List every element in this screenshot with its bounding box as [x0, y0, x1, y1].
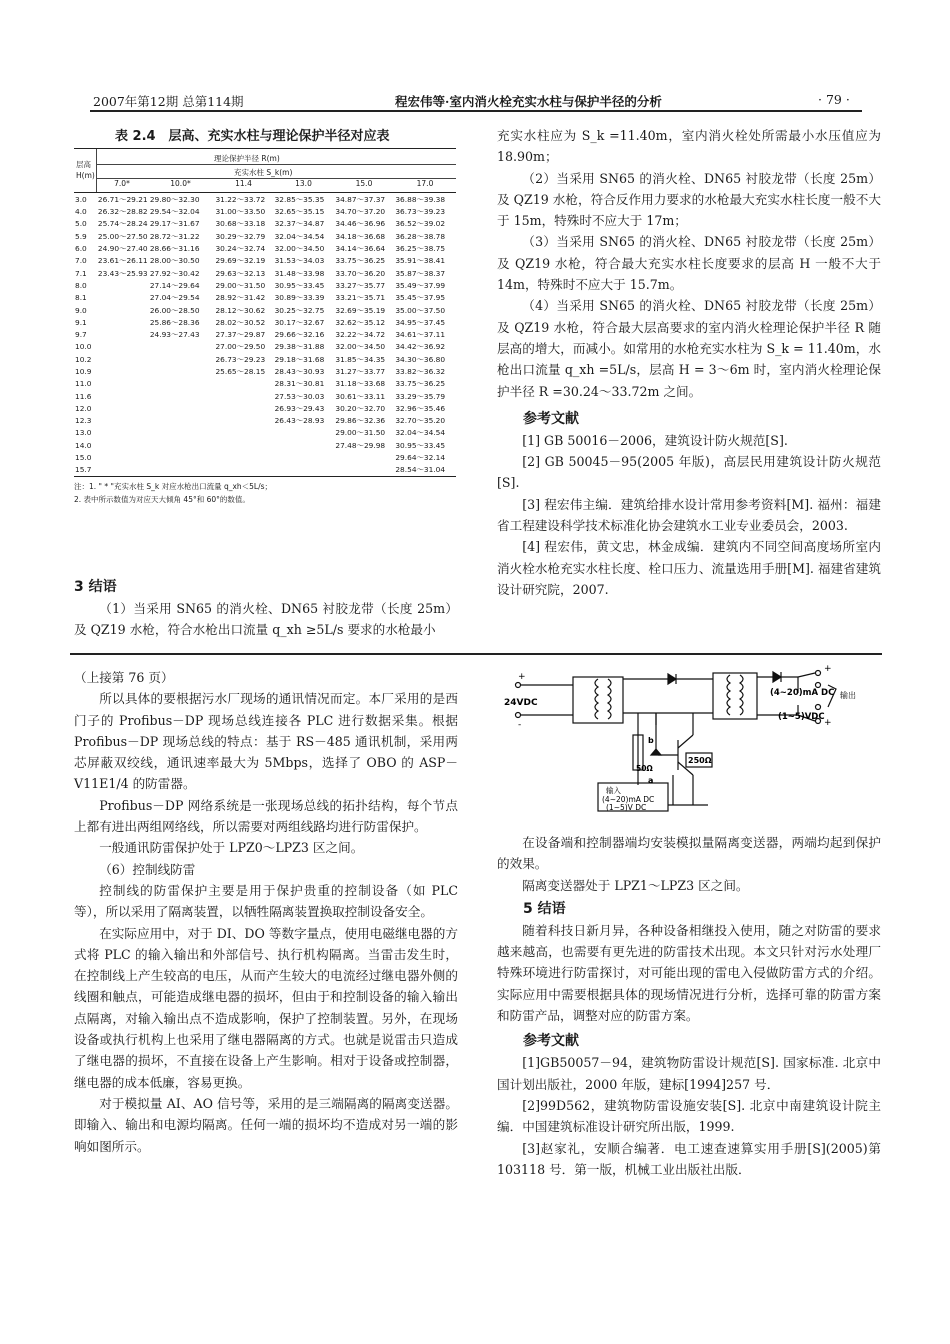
table-cell: 32.04～34.54 — [395, 428, 446, 438]
node-a-label: a — [648, 776, 654, 785]
table-row — [74, 353, 456, 365]
table-cell: 29.38～31.88 — [274, 342, 325, 352]
table-cell: 33.75～36.25 — [335, 256, 386, 266]
table-cell: 29.64～32.14 — [395, 453, 446, 463]
table-cell: 26.43～28.93 — [274, 416, 325, 426]
table-row — [74, 292, 456, 304]
table-cell — [149, 439, 215, 451]
sub-header: 充实水柱 S_k(m) — [234, 168, 293, 178]
table-cell — [97, 390, 149, 402]
reference-item: [1]GB50057－94，建筑物防雷设计规范[S]. 国家标准. 北京中国计划出版社，2000 年版，建标[1994]257 号． — [497, 1055, 881, 1092]
table-cell: 29.54～32.04 — [149, 207, 200, 217]
table-cell — [274, 439, 335, 451]
input-title: 输入 — [606, 786, 621, 795]
table-cell: 30.17～32.67 — [274, 317, 325, 327]
row-height-cell: 11.0 — [75, 379, 92, 389]
table-row — [74, 415, 456, 427]
table-cell: 33.82～36.32 — [395, 366, 446, 376]
table-caption: 表 2.4 层高、充实水柱与理论保护半径对应表 — [115, 129, 390, 144]
table-cell: 33.75～36.25 — [395, 379, 446, 389]
table-row — [74, 255, 456, 267]
reference-item: [3] 程宏伟主编．建筑给排水设计常用参考资料[M]. 福州：福建省工程建设科学技术标准化协会建筑水工业专业委员会，2003. — [497, 496, 881, 534]
table-cell: 30.68～33.18 — [215, 219, 266, 229]
table-cell: 30.24～32.74 — [215, 244, 266, 254]
column-header: 7.0* — [114, 179, 130, 189]
table-cell: 30.20～32.70 — [335, 403, 386, 413]
body-paragraph: 对于模拟量 AI、AO 信号等，采用的是三端隔离的隔离变送器。即输入、输出和电源均隔离。任何一端的损坏均不造成对另一端的影响如图所示。 — [74, 1095, 458, 1154]
table-cell: 28.92～31.42 — [215, 293, 266, 303]
output-current-plus: + — [824, 665, 832, 674]
table-cell: 29.63～32.13 — [215, 268, 266, 278]
column-header: 13.0 — [295, 179, 312, 189]
table-cell — [149, 390, 215, 402]
table-cell: 26.00～28.50 — [149, 305, 200, 315]
table-cell — [149, 341, 215, 353]
section-heading-conclusion-5: 5 结语 — [523, 900, 566, 917]
column-header: 10.0* — [170, 179, 191, 189]
body-paragraph: 所以具体的要根据污水厂现场的通讯情况而定。本厂采用的是西门子的 Profibus－DP 现场总线连接各 PLC 进行数据采集。根据 Profibus－DP 现场总线的特点：基于 RS－485 通讯机制，采用两芯屏蔽双绞线，通讯速率最大为 5Mbps，选择了 OBO 的 ASP－V11E1/4 的防雷器。 — [74, 691, 458, 792]
table-cell: 34.18～36.68 — [335, 231, 386, 241]
reference-item: [2]99D562，建筑物防雷设施安装[S]. 北京中南建筑设计院主编．中国建筑标准设计研究所出版，1999. — [497, 1097, 881, 1135]
table-cell: 24.90～27.40 — [97, 244, 148, 254]
table-cell — [214, 390, 273, 402]
table-bottom-rule — [74, 476, 456, 477]
page-number: · 79 · — [818, 92, 850, 107]
table-cell: 26.71～29.21 — [97, 194, 148, 204]
table-row — [74, 464, 456, 476]
table-row — [74, 267, 456, 279]
table-cell: 36.52～39.02 — [395, 219, 446, 229]
row-height-cell: 7.0 — [75, 256, 87, 266]
group-header: 理论保护半径 R(m) — [214, 154, 280, 164]
supply-label: 24VDC — [504, 698, 538, 708]
table-cell: 27.48～29.98 — [335, 440, 386, 450]
table-cell: 32.96～35.46 — [395, 403, 446, 413]
table-row — [74, 279, 456, 291]
column-header: 11.4 — [235, 179, 252, 189]
table-cell: 31.22～33.72 — [215, 194, 266, 204]
row-height-cell: 10.2 — [75, 354, 92, 364]
table-cell: 30.25～32.75 — [274, 305, 325, 315]
table-cell: 32.65～35.15 — [274, 207, 325, 217]
table-cell — [97, 279, 149, 291]
row-height-cell: 4.0 — [75, 207, 87, 217]
table-cell: 34.61～37.11 — [395, 330, 446, 340]
table-cell: 27.14～29.64 — [149, 280, 200, 290]
row-height-cell: 9.7 — [75, 330, 87, 340]
references-heading: 参考文献 — [523, 1033, 579, 1050]
conclusion-paragraph-2: （2）当采用 SN65 的消火栓、DN65 衬胶龙带（长度 25m）及 QZ19 水枪，符合反作用力要求的水枪最大充实水柱长度一般不大于 15m，特殊时不应大于 17m； — [497, 170, 881, 229]
table-cell: 28.54～31.04 — [395, 465, 446, 475]
table-cell — [274, 464, 335, 476]
output-voltage-label: (1~5)VDC — [778, 712, 825, 722]
table-cell: 25.86～28.36 — [149, 317, 200, 327]
table-cell: 27.37～29.87 — [215, 330, 266, 340]
table-cell: 32.85～35.35 — [274, 194, 325, 204]
table-cell — [97, 464, 149, 476]
table-cell — [214, 378, 273, 390]
column-header: 15.0 — [355, 179, 373, 189]
table-row — [74, 365, 456, 377]
table-cell — [214, 415, 273, 427]
table-cell: 27.04～29.54 — [149, 293, 200, 303]
table-cell — [149, 365, 215, 377]
table-cell: 29.80～32.30 — [149, 194, 200, 204]
table-cell — [97, 316, 149, 328]
table-cell — [214, 439, 273, 451]
continued-note: （上接第 76 页） — [74, 670, 174, 685]
table-cell: 23.43～25.93 — [97, 268, 148, 278]
table-cell: 36.25～38.75 — [395, 244, 446, 254]
table-cell: 31.85～34.35 — [335, 354, 386, 364]
isolation-transmitter-circuit-figure — [498, 665, 878, 825]
table-cell — [97, 304, 149, 316]
running-header-issue: 2007年第12期 总第114期 — [93, 94, 244, 109]
table-cell — [149, 378, 215, 390]
data-table — [74, 193, 456, 476]
table-cell: 34.95～37.45 — [395, 317, 446, 327]
row-height-cell: 9.0 — [75, 305, 87, 315]
table-cell: 32.00～34.50 — [274, 244, 325, 254]
table-cell: 33.21～35.71 — [335, 293, 386, 303]
reference-item: [4] 程宏伟，黄文忠，林金成编．建筑内不同空间高度场所室内消火栓水枪充实水柱长度、栓口压力、流量选用手册[M]. 福建省建筑设计研究院，2007. — [497, 539, 881, 597]
table-cell: 33.27～35.77 — [335, 280, 386, 290]
table-cell: 32.00～34.50 — [335, 342, 386, 352]
row-height-cell: 15.0 — [75, 453, 92, 463]
row-height-cell: 10.0 — [75, 342, 92, 352]
table-cell: 28.02～30.52 — [215, 317, 266, 327]
table-cell: 32.62～35.12 — [335, 317, 386, 327]
table-cell: 34.46～36.96 — [335, 219, 386, 229]
row-height-cell: 11.6 — [75, 391, 92, 401]
table-cell: 32.04～34.54 — [274, 231, 325, 241]
row-height-cell: 13.0 — [75, 428, 92, 438]
body-paragraph: 一般通讯防雷保护处于 LPZ0～LPZ3 区之间。 — [99, 840, 364, 856]
node-b-label: b — [648, 736, 654, 745]
table-cell: 34.14～36.64 — [335, 244, 386, 254]
table-cell: 31.00～33.50 — [215, 207, 266, 217]
table-row — [74, 193, 456, 205]
table-row — [74, 341, 456, 353]
table-cell — [97, 328, 149, 340]
table-cell: 36.88～39.38 — [395, 194, 446, 204]
data-table-wrap — [74, 148, 456, 506]
table-row — [74, 218, 456, 230]
table-cell — [274, 451, 335, 463]
table-row — [74, 427, 456, 439]
row-height-cell: 7.1 — [75, 268, 87, 278]
table-cell — [97, 378, 149, 390]
table-cell: 35.00～37.50 — [395, 305, 446, 315]
table-row — [74, 439, 456, 451]
row-height-cell: 12.3 — [75, 416, 92, 426]
table-cell — [274, 427, 335, 439]
table-cell: 28.43～30.93 — [274, 366, 325, 376]
table-cell: 26.73～29.23 — [215, 354, 266, 364]
output-current-label: (4~20)mA DC — [770, 688, 835, 698]
table-cell: 23.61～26.11 — [97, 256, 148, 266]
input-voltage: (1~5)V DC — [606, 803, 647, 812]
row-height-cell: 10.9 — [75, 366, 92, 376]
table-row — [74, 402, 456, 414]
table-row — [74, 242, 456, 254]
table-cell: 32.22～34.72 — [335, 330, 386, 340]
body-paragraph: 在设备端和控制器端均安装模拟量隔离变送器，两端均起到保护的效果。 — [497, 835, 881, 872]
table-cell — [149, 353, 215, 365]
table-cell: 35.45～37.95 — [395, 293, 446, 303]
table-cell — [97, 439, 149, 451]
table-cell — [97, 402, 149, 414]
table-cell: 28.72～31.22 — [149, 231, 200, 241]
row-header-top: 层高 — [76, 160, 91, 170]
table-cell: 29.00～31.50 — [335, 428, 386, 438]
table-cell — [214, 451, 273, 463]
row-height-cell: 15.7 — [75, 465, 92, 475]
row-height-cell: 5.0 — [75, 219, 87, 229]
table-row — [74, 205, 456, 217]
references-heading: 参考文献 — [523, 410, 579, 427]
row-height-cell: 14.0 — [75, 440, 92, 450]
table-cell: 34.30～36.80 — [395, 354, 446, 364]
table-cell — [214, 402, 273, 414]
table-cell — [97, 292, 149, 304]
table-cell: 36.73～39.23 — [395, 207, 446, 217]
conclusion-paragraph-1: （1）当采用 SN65 的消火栓、DN65 衬胶龙带（长度 25m）及 QZ19 水枪，符合水枪出口流量 q_xh ≥5L/s 要求的水枪最小 — [74, 601, 458, 638]
running-header-title: 程宏伟等·室内消火栓充实水柱与保护半径的分析 — [395, 94, 662, 109]
body-paragraph: 随着科技日新月异，各种设备相继投入使用，随之对防雷的要求越来越高，也需要有更先进的防雷技术出现。本文只针对污水处理厂特殊环境进行防雷探讨，对可能出现的雷电入侵做防雷方式的介绍。实际应用中需要根据具体的现场情况进行分析，选择可靠的防雷方案和防雷产品，调整对应的防雷方案。 — [497, 922, 881, 1024]
table-cell: 34.87～37.37 — [335, 194, 386, 204]
table-cell: 28.31～30.81 — [274, 379, 325, 389]
table-cell: 25.65～28.15 — [215, 366, 266, 376]
table-cell — [214, 464, 273, 476]
table-cell: 29.86～32.36 — [335, 416, 386, 426]
conclusion-paragraph-1-cont: 充实水柱应为 S_k =11.40m，室内消火栓处所需最小水压值应为 18.90m； — [497, 128, 881, 165]
table-row — [74, 451, 456, 463]
table-row — [74, 230, 456, 242]
conclusion-paragraph-4: （4）当采用 SN65 的消火栓、DN65 衬胶龙带（长度 25m）及 QZ19 水枪，符合最大层高要求的室内消火栓理论保护半径 R 随层高的增大，而减小。如常用的水枪充实水柱为 S_k = 11.40m，水枪出口流量 q_xh =5L/s，层高 H = 3～6m 时，室内消火栓理论保护半径 R =30.24～33.72m 之间。 — [497, 298, 881, 399]
body-paragraph: 控制线的防雷保护主要是用于保护贵重的控制设备（如 PLC 等），所以采用了隔离装置，以牺牲隔离装置换取控制设备安全。 — [74, 882, 458, 920]
body-paragraph: 隔离变送器处于 LPZ1～LPZ3 区之间。 — [522, 877, 749, 893]
section-heading-conclusion: 3 结语 — [74, 579, 117, 595]
row-height-cell: 6.0 — [75, 244, 87, 254]
table-cell: 31.48～33.98 — [274, 268, 325, 278]
table-cell — [97, 427, 149, 439]
row-height-cell: 9.1 — [75, 317, 87, 327]
table-cell: 30.89～33.39 — [274, 293, 325, 303]
table-cell: 32.70～35.20 — [395, 416, 446, 426]
table-cell — [97, 451, 149, 463]
table-cell: 28.00～30.50 — [149, 256, 200, 266]
table-cell — [97, 415, 149, 427]
table-cell: 30.95～33.45 — [274, 280, 325, 290]
table-cell — [149, 427, 215, 439]
row-height-cell: 8.0 — [75, 280, 87, 290]
table-cell: 33.29～35.79 — [395, 391, 446, 401]
table-cell: 29.18～31.68 — [274, 354, 325, 364]
upper-left-column — [74, 576, 458, 641]
body-paragraph: Profibus－DP 网络系统是一张现场总线的拓扑结构，每个节点上都有进出两组网络线，所以需要对两组线路均进行防雷保护。 — [74, 797, 458, 835]
conclusion-paragraph-3: （3）当采用 SN65 的消火栓、DN65 衬胶龙带（长度 25m）及 QZ19 水枪，符合最大充实水柱长度要求的层高 H 一般不大于 14m，特殊时不应大于 15.7m。 — [497, 234, 881, 293]
table-cell — [149, 464, 215, 476]
table-cell — [149, 402, 215, 414]
table-cell: 30.29～32.79 — [215, 231, 266, 241]
table-cell — [334, 464, 394, 476]
resistor-50-label: 50Ω — [636, 764, 653, 773]
table-note-2: 2. 表中所示数值为对应天大倾角 45°和 60°的数值。 — [74, 495, 250, 505]
row-height-cell: 5.9 — [75, 231, 87, 241]
lower-left-column — [74, 667, 458, 1157]
table-cell: 27.53～30.03 — [274, 391, 325, 401]
table-cell: 31.18～33.68 — [335, 379, 386, 389]
reference-item: [3]赵家礼，安顺合编著．电工速查速算实用手册[S](2005)第 103118 号．第一版，机械工业出版社出版． — [497, 1140, 881, 1177]
lower-right-column — [497, 832, 881, 1180]
table-cell: 27.00～29.50 — [215, 342, 266, 352]
table-cell: 36.28～38.78 — [395, 231, 446, 241]
table-cell: 31.27～33.77 — [335, 366, 386, 376]
table-cell — [334, 451, 394, 463]
table-row — [74, 390, 456, 402]
table-row — [74, 304, 456, 316]
table-cell: 30.61～33.11 — [335, 391, 386, 401]
resistor-250-label: 250Ω — [688, 756, 712, 765]
reference-item: [2] GB 50045－95(2005 年版)，高层民用建筑设计防火规范[S]. — [497, 454, 881, 491]
column-header: 17.0 — [416, 179, 434, 189]
column-headers — [97, 179, 456, 188]
reference-item: [1] GB 50016－2006，建筑设计防火规范[S]. — [522, 432, 788, 448]
table-cell: 35.87～38.37 — [395, 268, 446, 278]
row-height-cell: 12.0 — [75, 403, 92, 413]
table-cell: 34.42～36.92 — [395, 342, 446, 352]
supply-minus: - — [518, 720, 522, 730]
table-cell — [97, 365, 149, 377]
table-cell: 25.74～28.24 — [97, 219, 148, 229]
upper-right-column — [497, 125, 881, 600]
table-cell: 33.70～36.20 — [335, 268, 386, 278]
row-header-bottom: H(m) — [76, 171, 95, 181]
header-rule — [90, 110, 862, 112]
table-cell: 32.37～34.87 — [274, 219, 325, 229]
table-cell: 28.66～31.16 — [149, 244, 200, 254]
body-paragraph: 在实际应用中，对于 DI、DO 等数字量点，使用电磁继电器的方式将 PLC 的输入输出和外部信号、执行机构隔离。当雷击发生时，在控制线上产生较高的电压，从而产生较大的电流经过继电器外侧的线圈和触点，可能造成继电器的损坏，但由于和控制设备的输入输出点隔离，对输入输出点不造成影响，保护了控制装置。另外，在现场设备或执行机构上也采用了继电器隔离的方式。也就是说雷击只造成了继电器的损坏，不直接在设备上产生影响。相对于设备或控制器，继电器的成本低廉，容易更换。 — [74, 925, 458, 1090]
table-cell: 25.00～27.50 — [97, 231, 148, 241]
table-cell — [214, 427, 273, 439]
table-row — [74, 328, 456, 340]
table-cell: 34.70～37.20 — [335, 207, 386, 217]
table-cell: 24.93～27.43 — [149, 330, 200, 340]
table-cell: 28.12～30.62 — [215, 305, 266, 315]
table-cell: 29.00～31.50 — [215, 280, 266, 290]
input-current: (4~20)mA DC — [602, 795, 655, 804]
table-cell: 30.95～33.45 — [395, 440, 446, 450]
output-voltage-plus: + — [824, 718, 832, 728]
table-cell: 32.69～35.19 — [335, 305, 386, 315]
table-cell — [97, 353, 149, 365]
table-cell: 27.92～30.42 — [149, 268, 200, 278]
table-cell: 29.66～32.16 — [274, 330, 325, 340]
table-cell — [149, 415, 215, 427]
article-separator — [70, 653, 882, 655]
table-cell: 35.91～38.41 — [395, 256, 446, 266]
table-cell: 29.69～32.19 — [215, 256, 266, 266]
table-cell: 26.32～28.82 — [97, 207, 148, 217]
row-height-cell: 3.0 — [75, 194, 87, 204]
subsection-heading: （6）控制线防雷 — [99, 861, 196, 877]
table-head — [74, 149, 456, 192]
table-cell: 31.53～34.03 — [274, 256, 325, 266]
row-height-cell: 8.1 — [75, 293, 87, 303]
table-cell — [97, 341, 149, 353]
table-cell — [149, 451, 215, 463]
table-cell: 29.17～31.67 — [149, 219, 200, 229]
table-note-1: 注：1. " * "充实水柱 S_k 对应水枪出口流量 q_xh＜5L/s； — [74, 482, 273, 492]
table-cell: 26.93～29.43 — [274, 403, 325, 413]
table-row — [74, 316, 456, 328]
table-cell: 35.49～37.99 — [395, 280, 446, 290]
supply-plus: + — [518, 672, 526, 682]
table-row — [74, 378, 456, 390]
output-label: 输出 — [840, 691, 856, 700]
